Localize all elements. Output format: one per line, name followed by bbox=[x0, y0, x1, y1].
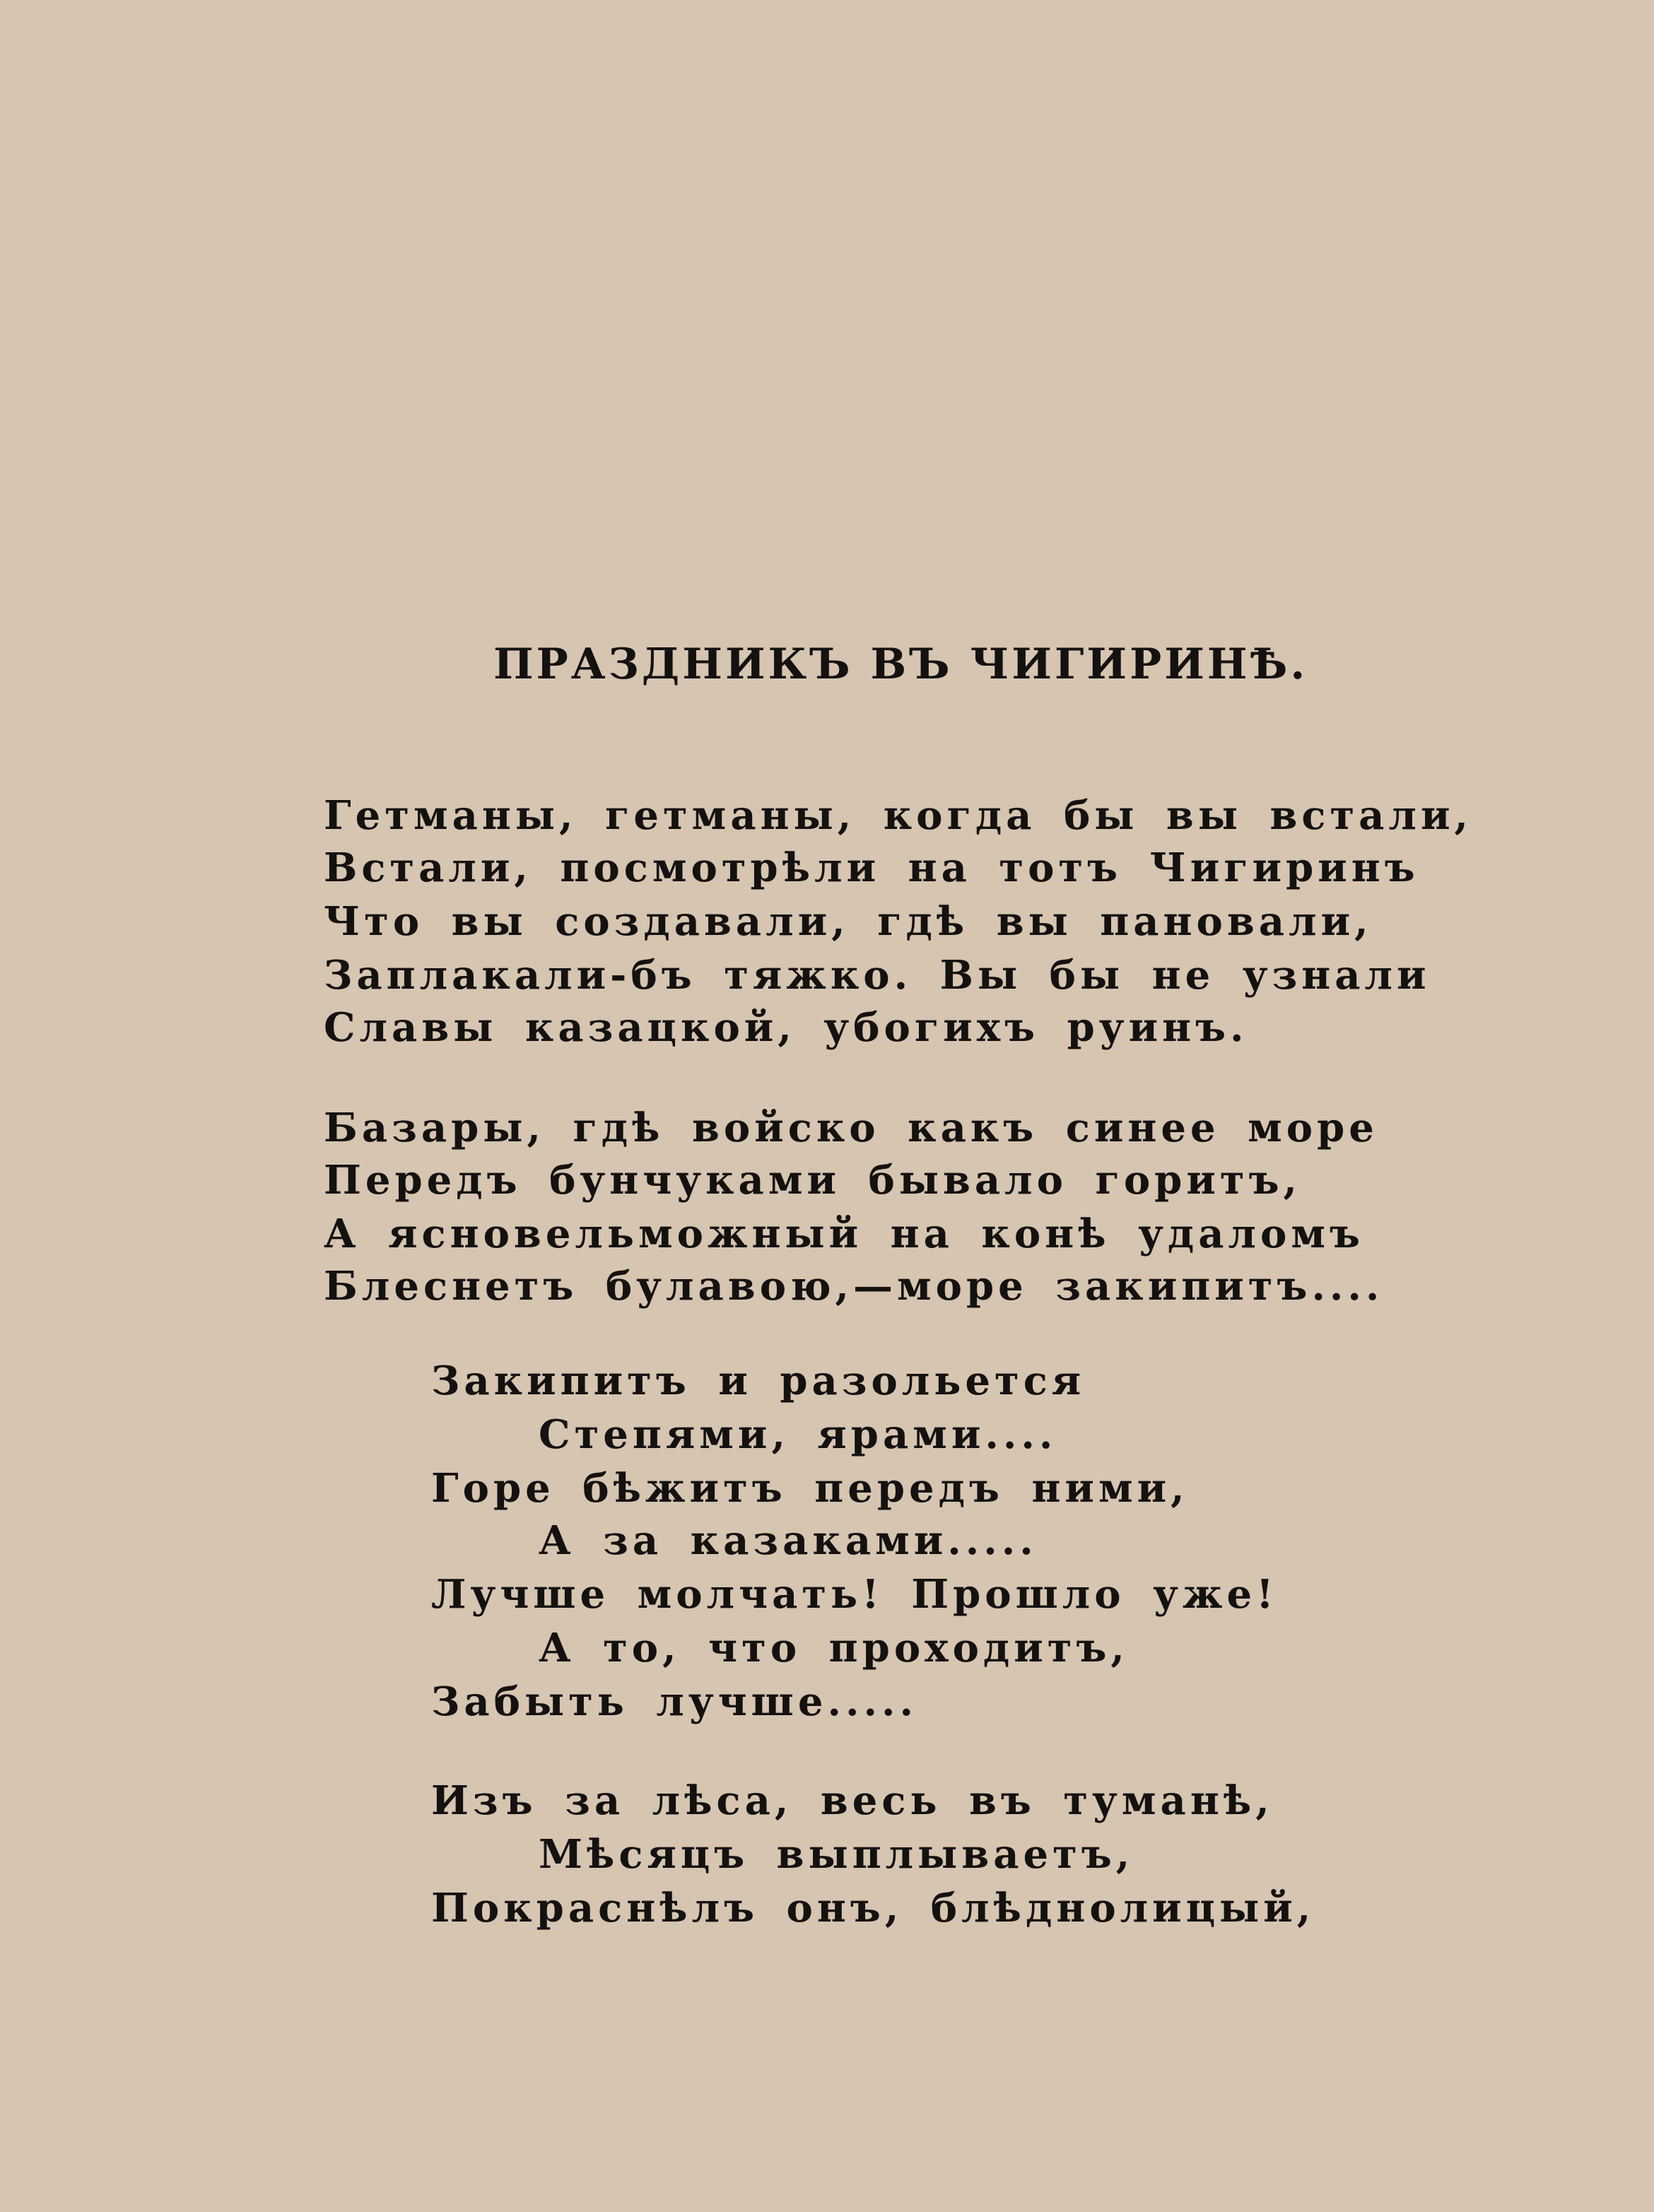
poem-line: Лучше молчать! Прошло уже! bbox=[431, 1571, 1278, 1618]
poem-line: Заплакали-бъ тяжко. Вы бы не узнали bbox=[324, 952, 1431, 999]
poem-line: Покраснѣлъ онъ, блѣднолицый, bbox=[431, 1885, 1315, 1931]
poem-line: Встали, посмотрѣли на тотъ Чигиринъ bbox=[324, 845, 1419, 891]
poem-line: А ясновельможный на конѣ удаломъ bbox=[324, 1211, 1364, 1257]
poem-line: Мѣсяцъ выплываетъ, bbox=[539, 1831, 1134, 1878]
poem-line: Степями, ярами.... bbox=[539, 1411, 1057, 1458]
poem-line: Славы казацкой, убогихъ руинъ. bbox=[324, 1004, 1248, 1051]
poem-line: Передъ бунчуками бывало горитъ, bbox=[324, 1157, 1302, 1204]
poem-line: Базары, гдѣ войско какъ синее море bbox=[324, 1105, 1378, 1151]
poem-line: Изъ за лѣса, весь въ туманѣ, bbox=[431, 1777, 1274, 1824]
poem-title: ПРАЗДНИКЪ ВЪ ЧИГИРИНѢ. bbox=[493, 640, 1308, 689]
poem-line: А за казаками..... bbox=[539, 1517, 1038, 1564]
poem-line: Горе бѣжитъ передъ ними, bbox=[431, 1465, 1189, 1512]
poem-line: Забыть лучше..... bbox=[431, 1678, 917, 1725]
poem-line: Что вы создавали, гдѣ вы пановали, bbox=[324, 898, 1373, 945]
poem-line: А то, что проходитъ, bbox=[539, 1625, 1129, 1671]
poem-line: Гетманы, гетманы, когда бы вы встали, bbox=[324, 792, 1472, 839]
poem-line: Блеснетъ булавою,—море закипитъ.... bbox=[324, 1263, 1384, 1310]
poem-line: Закипитъ и разольется bbox=[431, 1358, 1086, 1404]
